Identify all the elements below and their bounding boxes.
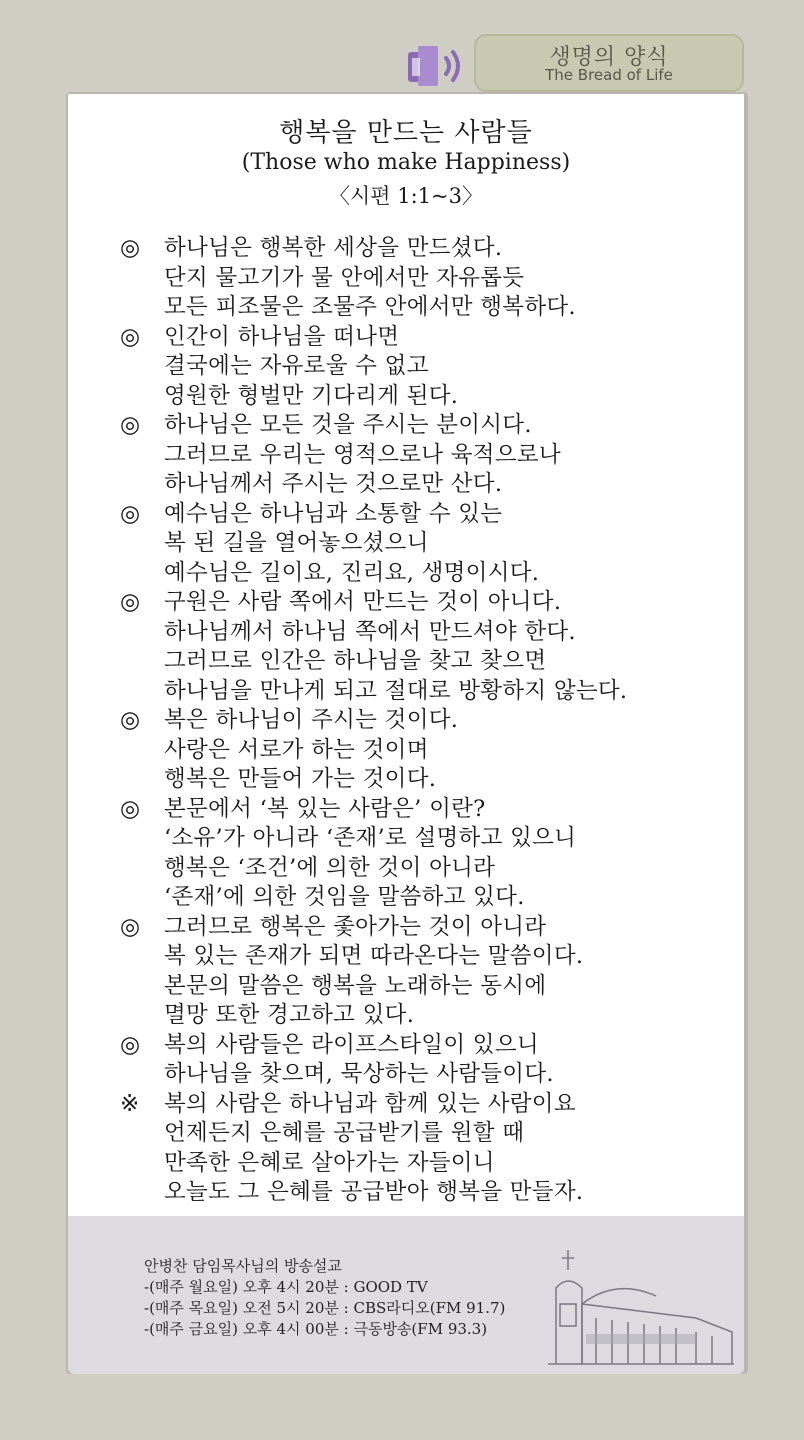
sermon-line: 본문의 말씀은 행복을 노래하는 동시에 — [164, 972, 547, 999]
sermon-line: 하나님께서 주시는 것으로만 산다. — [164, 471, 503, 497]
bullet-mark: ◎ — [120, 589, 141, 615]
sermon-line: 하나님은 행복한 세상을 만드셨다. — [164, 235, 503, 261]
sermon-line: 하나님은 모든 것을 주시는 분이시다. — [164, 412, 532, 438]
sermon-subtitle: (Those who make Happiness) — [241, 150, 571, 175]
sermon-line: 오늘도 그 은혜를 공급받아 행복을 만들자. — [164, 1179, 584, 1205]
sermon-line: 하나님을 찾으며, 묵상하는 사람들이다. — [164, 1061, 554, 1087]
bread-of-life-badge — [474, 34, 744, 92]
sermon-line: 결국에는 자유로울 수 없고 — [164, 353, 429, 379]
badge-title-en: The Bread of Life — [545, 66, 673, 84]
church-illustration — [546, 1248, 736, 1366]
sermon-line: 만족한 은혜로 살아가는 자들이니 — [164, 1149, 495, 1176]
sermon-line: 하나님을 만나게 되고 절대로 방황하지 않는다. — [164, 677, 628, 704]
badge-title-ko: 생명의 양식 — [549, 45, 669, 70]
bullet-mark: ◎ — [120, 412, 141, 438]
sermon-line: 모든 피조물은 조물주 안에서만 행복하다. — [164, 294, 576, 320]
sermon-line: 복 있는 존재가 되면 따라온다는 말씀이다. — [164, 943, 584, 969]
sermon-title: 행복을 만드는 사람들 — [279, 118, 533, 148]
note-mark: ※ — [120, 1090, 140, 1117]
speaker-icon[interactable] — [406, 44, 470, 88]
sermon-paragraph — [120, 1031, 740, 1090]
sermon-paragraph — [120, 500, 740, 589]
sermon-line: ‘존재’에 의한 것임을 말씀하고 있다. — [164, 884, 525, 910]
scripture-reference: 〈시편 1:1~3〉 — [328, 184, 483, 208]
broadcast-schedule-item: -(매주 목요일) 오전 5시 20분 : CBS라디오(FM 91.7) — [144, 1299, 506, 1317]
sermon-paragraph — [120, 323, 740, 412]
sermon-line: 단지 물고기가 물 안에서만 자유롭듯 — [164, 264, 525, 291]
sermon-line: 복 된 길을 열어놓으셨으니 — [164, 530, 429, 556]
sermon-paragraph — [120, 1090, 740, 1208]
sermon-paragraph — [120, 234, 740, 323]
sermon-line: 언제든지 은혜를 공급받기를 원할 때 — [164, 1120, 525, 1146]
sermon-line: 그러므로 우리는 영적으로나 육적으로나 — [164, 441, 561, 468]
bullet-mark: ◎ — [120, 795, 141, 822]
sermon-line: 예수님은 하나님과 소통할 수 있는 — [164, 500, 503, 527]
bullet-mark: ◎ — [120, 1031, 141, 1058]
sermon-line: 사랑은 서로가 하는 것이며 — [164, 736, 429, 763]
sermon-line: 복은 하나님이 주시는 것이다. — [164, 707, 459, 733]
sermon-line: 영원한 형벌만 기다리게 된다. — [164, 382, 459, 409]
sermon-paragraph — [120, 913, 740, 1031]
sermon-line: 예수님은 길이요, 진리요, 생명이시다. — [164, 559, 540, 586]
sermon-line: ‘소유’가 아니라 ‘존재’로 설명하고 있으니 — [164, 825, 577, 851]
sermon-line: 그러므로 인간은 하나님을 찾고 찾으면 — [164, 648, 547, 674]
sermon-line: 그러므로 행복은 좇아가는 것이 아니라 — [164, 913, 547, 940]
sermon-paragraph — [120, 795, 740, 913]
broadcast-info — [144, 1256, 505, 1340]
sermon-line: 행복은 ‘조건’에 의한 것이 아니라 — [164, 854, 496, 881]
bullet-mark: ◎ — [120, 707, 141, 733]
sermon-line: 구원은 사람 쪽에서 만드는 것이 아니다. — [164, 589, 562, 615]
sermon-paragraph — [120, 706, 740, 795]
bullet-mark: ◎ — [120, 323, 141, 350]
sermon-line: 복의 사람들은 라이프스타일이 있으니 — [164, 1031, 539, 1058]
sermon-paragraph — [120, 588, 740, 706]
sermon-line: 하나님께서 하나님 쪽에서 만드셔야 한다. — [164, 618, 576, 645]
broadcast-schedule-item: -(매주 금요일) 오후 4시 00분 : 극동방송(FM 93.3) — [144, 1320, 488, 1338]
sermon-line: 행복은 만들어 가는 것이다. — [164, 766, 437, 792]
bullet-mark: ◎ — [120, 235, 141, 261]
sermon-line: 멸망 또한 경고하고 있다. — [164, 1002, 415, 1028]
sermon-card — [68, 94, 744, 1216]
bullet-mark: ◎ — [120, 913, 141, 940]
broadcast-heading: 안병찬 담임목사님의 방송설교 — [144, 1257, 342, 1275]
sermon-line: 인간이 하나님을 떠나면 — [164, 323, 400, 350]
broadcast-schedule-item: -(매주 월요일) 오후 4시 20분 : GOOD TV — [144, 1278, 428, 1296]
sermon-line: 본문에서 ‘복 있는 사람은’ 이란? — [164, 795, 486, 822]
sermon-body — [120, 234, 740, 1208]
bullet-mark: ◎ — [120, 500, 141, 527]
sermon-paragraph — [120, 411, 740, 500]
broadcast-footer — [68, 1216, 744, 1374]
sermon-line: 복의 사람은 하나님과 함께 있는 사람이요 — [164, 1090, 576, 1117]
